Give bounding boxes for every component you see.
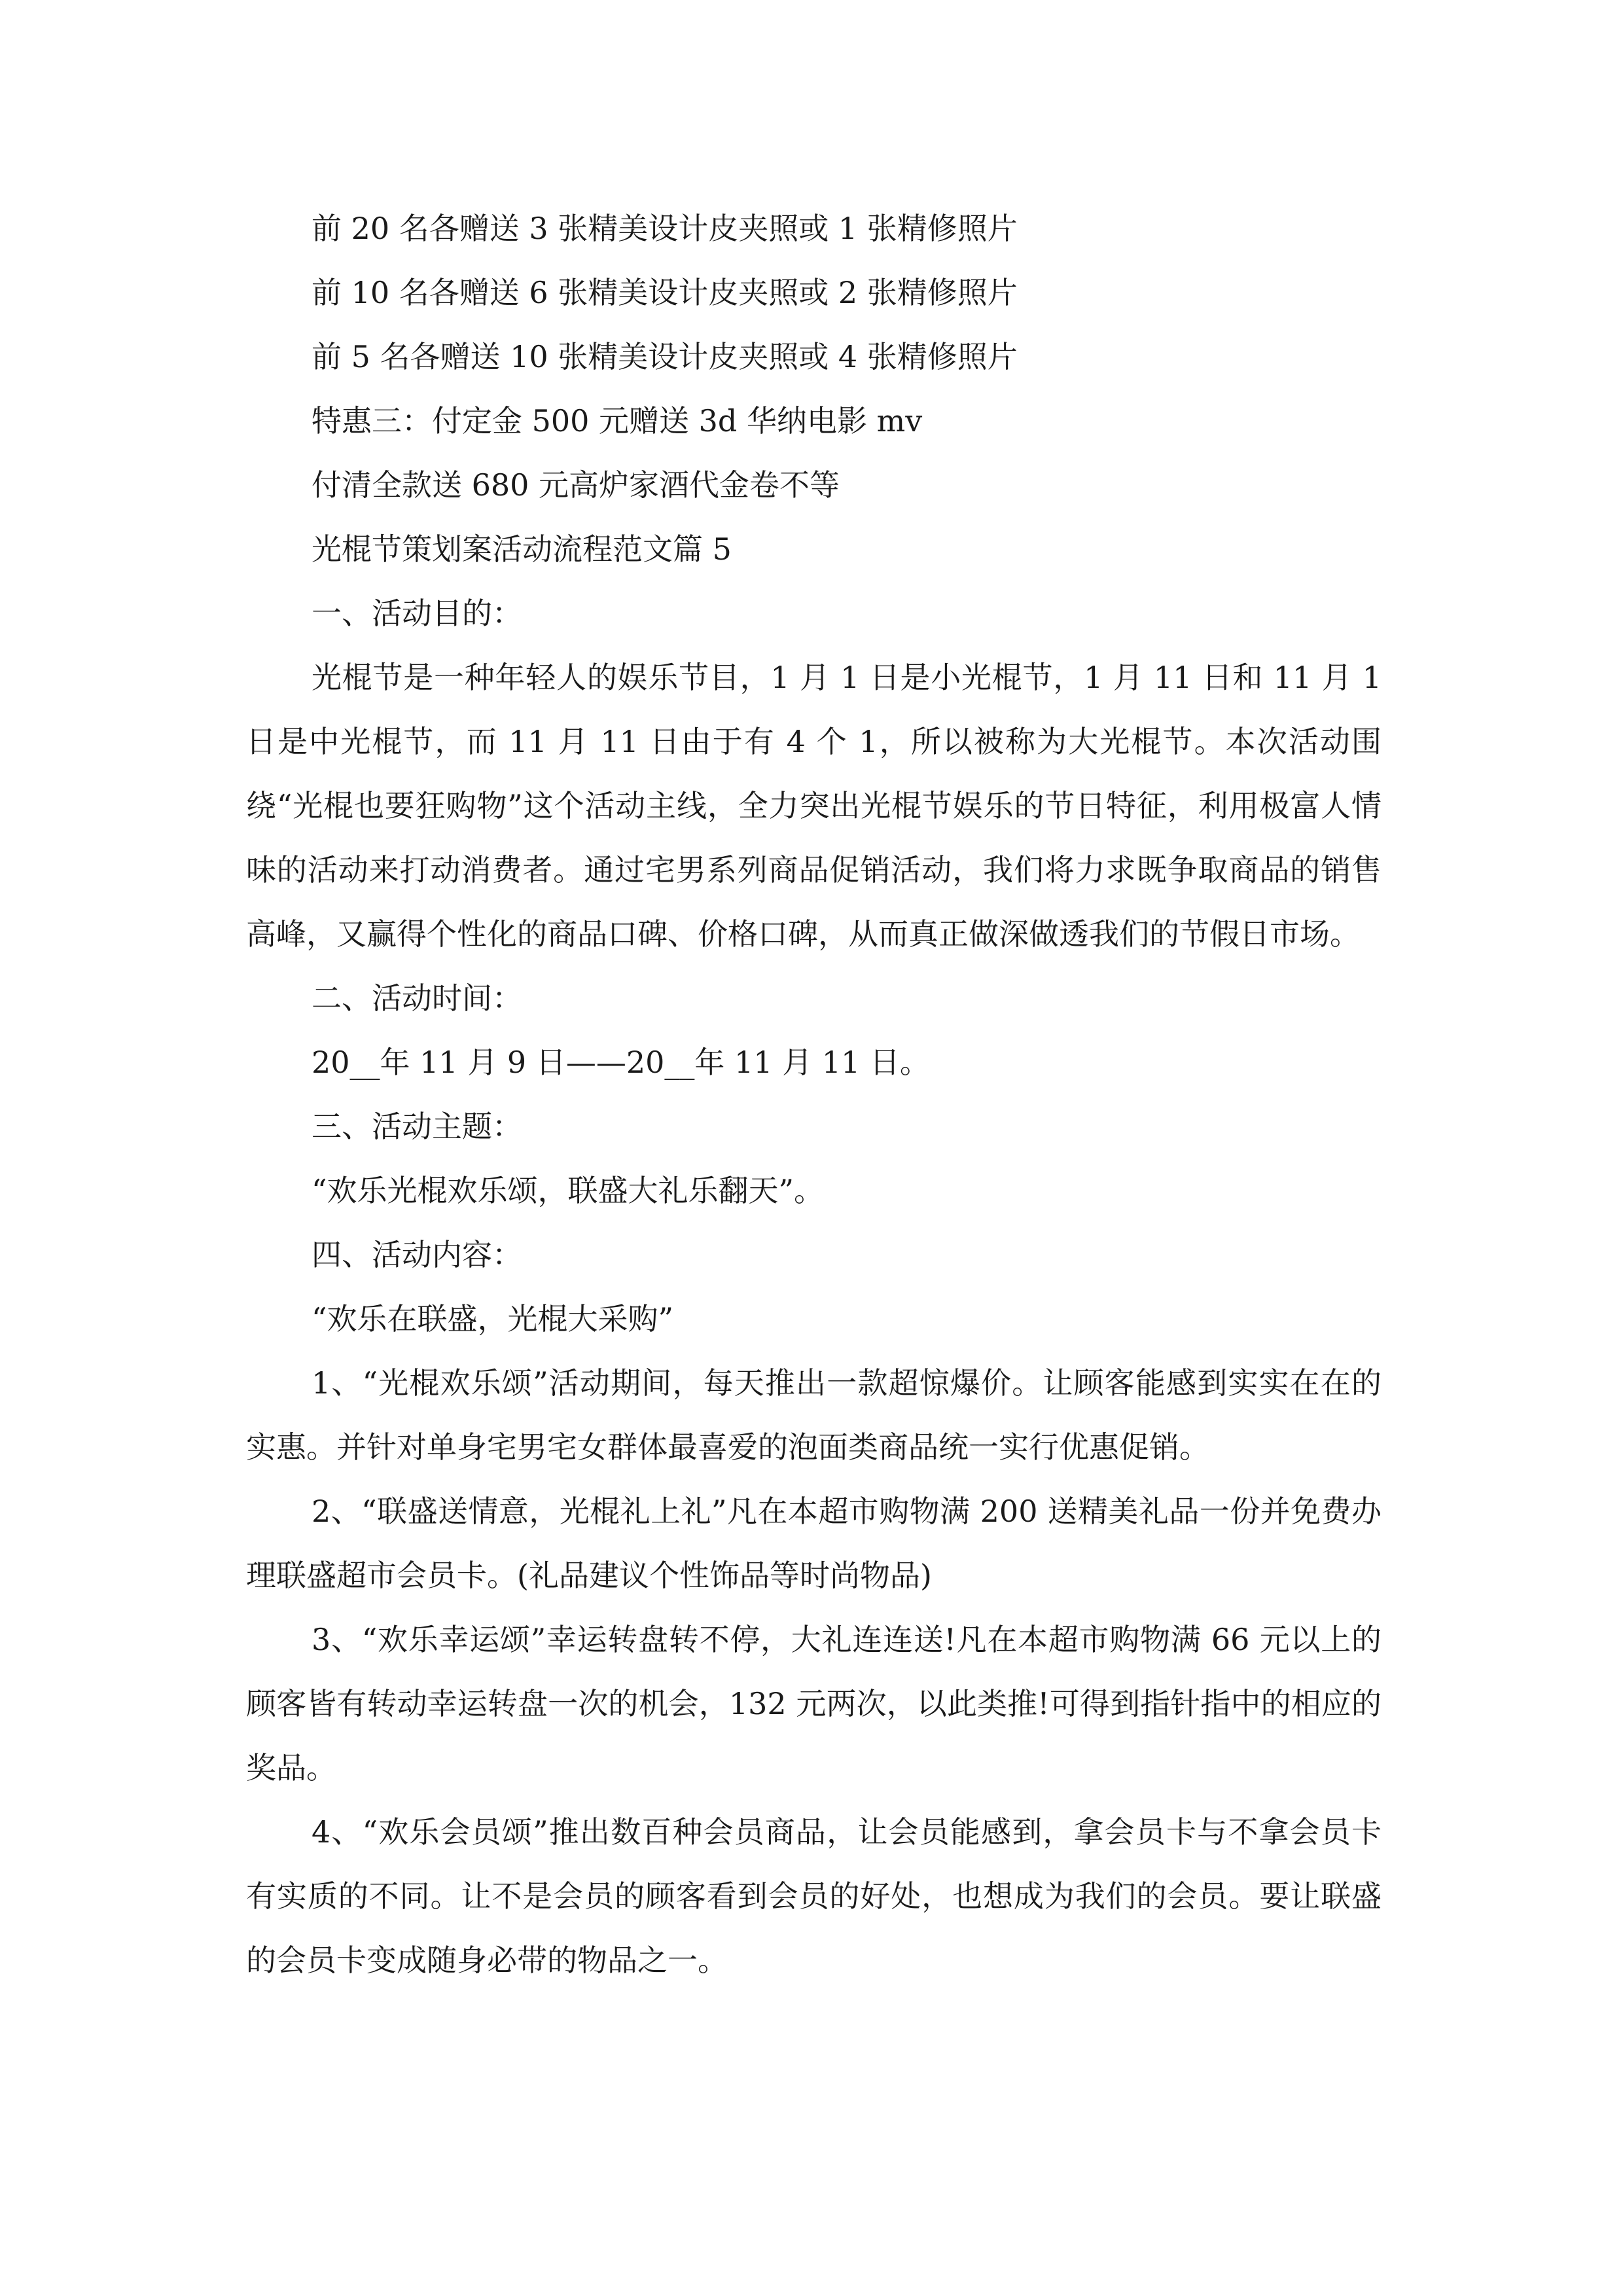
prize-line-top20: 前 20 名各赠送 3 张精美设计皮夹照或 1 张精修照片	[312, 211, 1018, 246]
prize-line-top5: 前 5 名各赠送 10 张精美设计皮夹照或 4 张精修照片	[312, 339, 1018, 374]
section-body-time: 20__年 11 月 9 日——20__年 11 月 11 日。	[312, 1045, 930, 1080]
content-item-1: 1、“光棍欢乐颂”活动期间，每天推出一款超惊爆价。让顾客能感到实实在在的实惠。并针对单身宅男宅女群体最喜爱的泡面类商品统一实行优惠促销。	[246, 1365, 1382, 1465]
section-heading-content: 四、活动内容：	[312, 1237, 522, 1272]
section-subtitle-content: “欢乐在联盛，光棍大采购”	[312, 1301, 674, 1336]
content-item-2: 2、“联盛送情意，光棍礼上礼”凡在本超市购物满 200 送精美礼品一份并免费办理联盛超市会员卡。(礼品建议个性饰品等时尚物品)	[246, 1494, 1382, 1593]
section-heading-time: 二、活动时间：	[312, 980, 522, 1016]
article-title: 光棍节策划案活动流程范文篇 5	[312, 531, 732, 567]
section-heading-purpose: 一、活动目的：	[312, 596, 522, 631]
content-item-3: 3、“欢乐幸运颂”幸运转盘转不停，大礼连连送!凡在本超市购物满 66 元以上的顾客皆有转动幸运转盘一次的机会，132 元两次，以此类推!可得到指针指中的相应的奖品。	[246, 1622, 1382, 1785]
prize-line-top10: 前 10 名各赠送 6 张精美设计皮夹照或 2 张精修照片	[312, 275, 1018, 310]
document-body	[246, 196, 1382, 1992]
full-payment-offer: 付清全款送 680 元高炉家酒代金卷不等	[312, 467, 840, 503]
section-body-theme: “欢乐光棍欢乐颂，联盛大礼乐翻天”。	[312, 1173, 825, 1208]
section-heading-theme: 三、活动主题：	[312, 1109, 522, 1144]
content-item-4: 4、“欢乐会员颂”推出数百种会员商品，让会员能感到，拿会员卡与不拿会员卡有实质的不同。让不是会员的顾客看到会员的好处，也想成为我们的会员。要让联盛的会员卡变成随身必带的物品之一。	[246, 1814, 1382, 1978]
special-offer-three: 特惠三：付定金 500 元赠送 3d 华纳电影 mv	[312, 403, 923, 439]
section-body-purpose: 光棍节是一种年轻人的娱乐节目，1 月 1 日是小光棍节，1 月 11 日和 11 月 1 日是中光棍节，而 11 月 11 日由于有 4 个 1，所以被称为大光棍节。本次活动围绕“光棍也要狂购物”这个活动主线，全力突出光棍节娱乐的节日特征，利用极富人情味的活动来打动消费者。通过宅男系列商品促销活动，我们将力求既争取商品的销售高峰，又赢得个性化的商品口碑、价格口碑，从而真正做深做透我们的节假日市场。	[246, 660, 1382, 952]
